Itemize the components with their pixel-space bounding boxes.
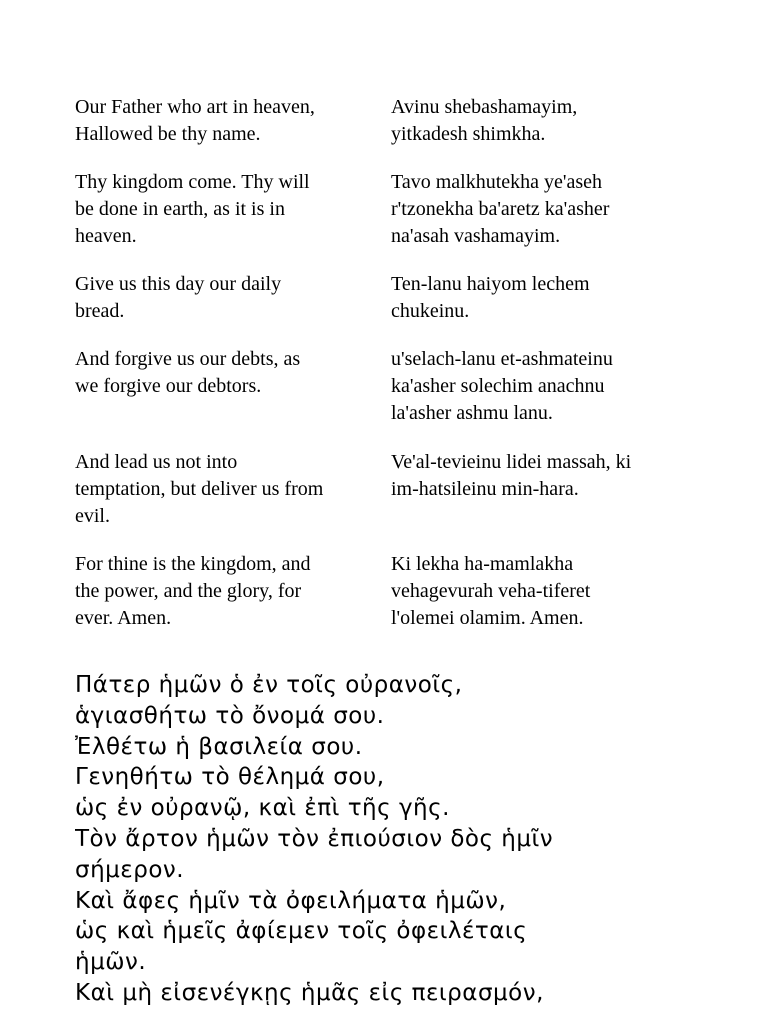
- verse-row: [75, 169, 695, 250]
- verse-english: And forgive us our debts, as we forgive our debtors.: [75, 348, 301, 397]
- verse-transliteration: Ve'al-tevieinu lidei massah, ki im-hatsileinu min-hara.: [391, 451, 632, 500]
- verse-transliteration: u'selach-lanu et-ashmateinu ka'asher solechim anachnu la'asher ashmu lanu.: [391, 348, 613, 424]
- verse-english: Thy kingdom come. Thy will be done in earth, as it is in heaven.: [75, 171, 310, 247]
- verse-english: For thine is the kingdom, and the power, and the glory, for ever. Amen.: [75, 553, 311, 629]
- verse-english: And lead us not into temptation, but deliver us from evil.: [75, 451, 324, 527]
- greek-line: ὡς ἐν οὐρανῷ, καὶ ἐπὶ τῆς γῆς.: [75, 795, 450, 822]
- greek-line: Ἐλθέτω ἡ βασιλεία σου.: [75, 733, 363, 760]
- greek-line: Γενηθήτω τὸ θέλημά σου,: [75, 764, 385, 791]
- greek-prayer-text: [75, 670, 735, 1020]
- greek-line: Καὶ μὴ εἰσενέγκῃς ἡμᾶς εἰς πειρασμόν,: [75, 979, 544, 1006]
- verse-english: Our Father who art in heaven, Hallowed be thy name.: [75, 96, 315, 145]
- greek-line: ἁγιασθήτω τὸ ὄνομά σου.: [75, 702, 385, 729]
- verse-transliteration: Avinu shebashamayim, yitkadesh shimkha.: [391, 96, 578, 145]
- verse-row: [75, 271, 695, 325]
- greek-line: ἡμῶν.: [75, 949, 147, 976]
- greek-line: Πάτερ ἡμῶν ὁ ἐν τοῖς οὐρανοῖς,: [75, 672, 463, 698]
- greek-line: Καὶ ἄφες ἡμῖν τὰ ὀφειλήματα ἡμῶν,: [75, 887, 507, 914]
- greek-line: Τὸν ἄρτον ἡμῶν τὸν ἐπιούσιον δὸς ἡμῖν: [75, 825, 554, 852]
- verse-row: [75, 551, 695, 632]
- verse-transliteration: Tavo malkhutekha ye'aseh r'tzonekha ba'aretz ka'asher na'asah vashamayim.: [391, 171, 610, 247]
- greek-line: σήμερον.: [75, 856, 185, 883]
- verse-transliteration: Ten-lanu haiyom lechem chukeinu.: [391, 273, 590, 322]
- greek-line: ὡς καὶ ἡμεῖς ἀφίεμεν τοῖς ὀφειλέταις: [75, 918, 528, 945]
- verse-row: [75, 94, 695, 148]
- verse-transliteration: Ki lekha ha-mamlakha vehagevurah veha-tiferet l'olemei olamim. Amen.: [391, 553, 591, 629]
- verse-row: [75, 346, 695, 427]
- verse-english: Give us this day our daily bread.: [75, 273, 282, 322]
- verse-row: [75, 449, 695, 530]
